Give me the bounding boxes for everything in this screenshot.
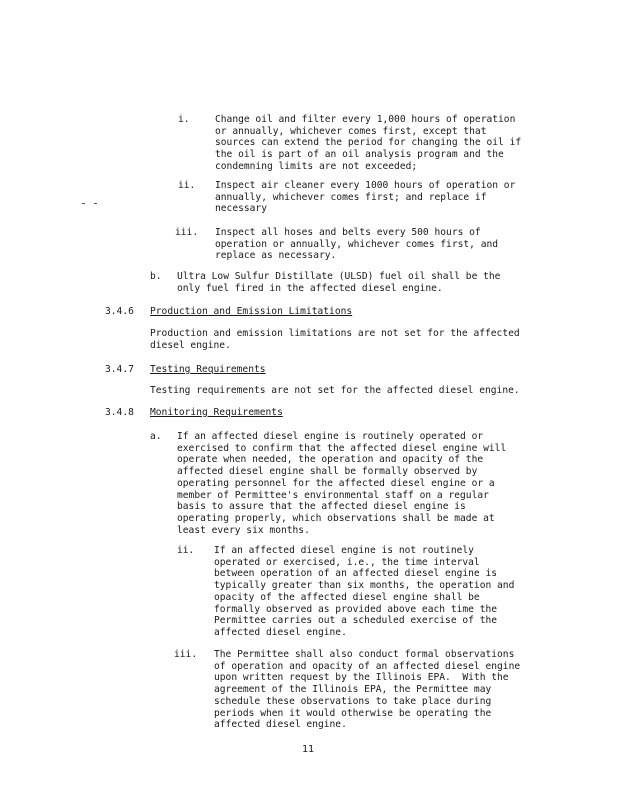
section-number: 3.4.6	[105, 306, 134, 317]
item-i-label: i.	[178, 114, 190, 125]
item-i-text: Change oil and filter every 1,000 hours of operation or annually, whichever comes first, except that sources can extend the period for changing the oil if the oil is part of an oil analysis program and the condemning limits are not exceeded;	[215, 114, 522, 172]
monitoring-item-ii-label: ii.	[177, 545, 195, 556]
section-number: 3.4.8	[105, 407, 134, 418]
section-body: Production and emission limitations are not set for the affected diesel engine.	[150, 328, 520, 351]
section-title: Monitoring Requirements	[150, 407, 283, 418]
item-ii-text: Inspect air cleaner every 1000 hours of operation or annually, whichever comes first; and replace if necessary	[215, 180, 516, 215]
section-title: Production and Emission Limitations	[150, 306, 353, 317]
monitoring-item-iii-text: The Permittee shall also conduct formal observations of operation and opacity of an affected diesel engine upon written request by the Illinois EPA. With the agreement of the Illinois EPA, the Permittee may schedule these observations to take place during periods when it would otherwise be operating the affected diesel engine.	[214, 649, 521, 731]
monitoring-item-iii-label: iii.	[174, 649, 198, 660]
page-number: 11	[302, 744, 315, 755]
section-number: 3.4.7	[105, 364, 134, 375]
scan-mark	[82, 203, 85, 204]
item-b-label: b.	[150, 271, 162, 282]
item-iii-label: iii.	[175, 227, 199, 238]
monitoring-item-a-text: If an affected diesel engine is routinely operated or exercised to confirm that the affected diesel engine will operate when needed, the operation and opacity of the affected diesel engine shall be formally observed by operating personnel for the affected diesel engine or a member of Permittee's environmental staff on a regular basis to assure that the affected diesel engine is operating properly, which observations shall be made at least every six months.	[177, 431, 507, 536]
section-title: Testing Requirements	[150, 364, 266, 375]
monitoring-item-ii-text: If an affected diesel engine is not routinely operated or exercised, i.e., the time interval between operation of an affected diesel engine is typically greater than six months, the operation and opacity of the affected diesel engine shall be formally observed as provided above each time the Permittee carries out a scheduled exercise of the affected diesel engine.	[214, 545, 515, 638]
section-body: Testing requirements are not set for the affected diesel engine.	[150, 385, 520, 396]
scan-mark	[94, 203, 97, 204]
item-iii-text: Inspect all hoses and belts every 500 hours of operation or annually, whichever comes first, and replace as necessary.	[215, 227, 499, 262]
item-ii-label: ii.	[178, 180, 196, 191]
item-b-text: Ultra Low Sulfur Distillate (ULSD) fuel oil shall be the only fuel fired in the affected diesel engine.	[177, 271, 501, 294]
monitoring-item-a-label: a.	[150, 431, 162, 442]
